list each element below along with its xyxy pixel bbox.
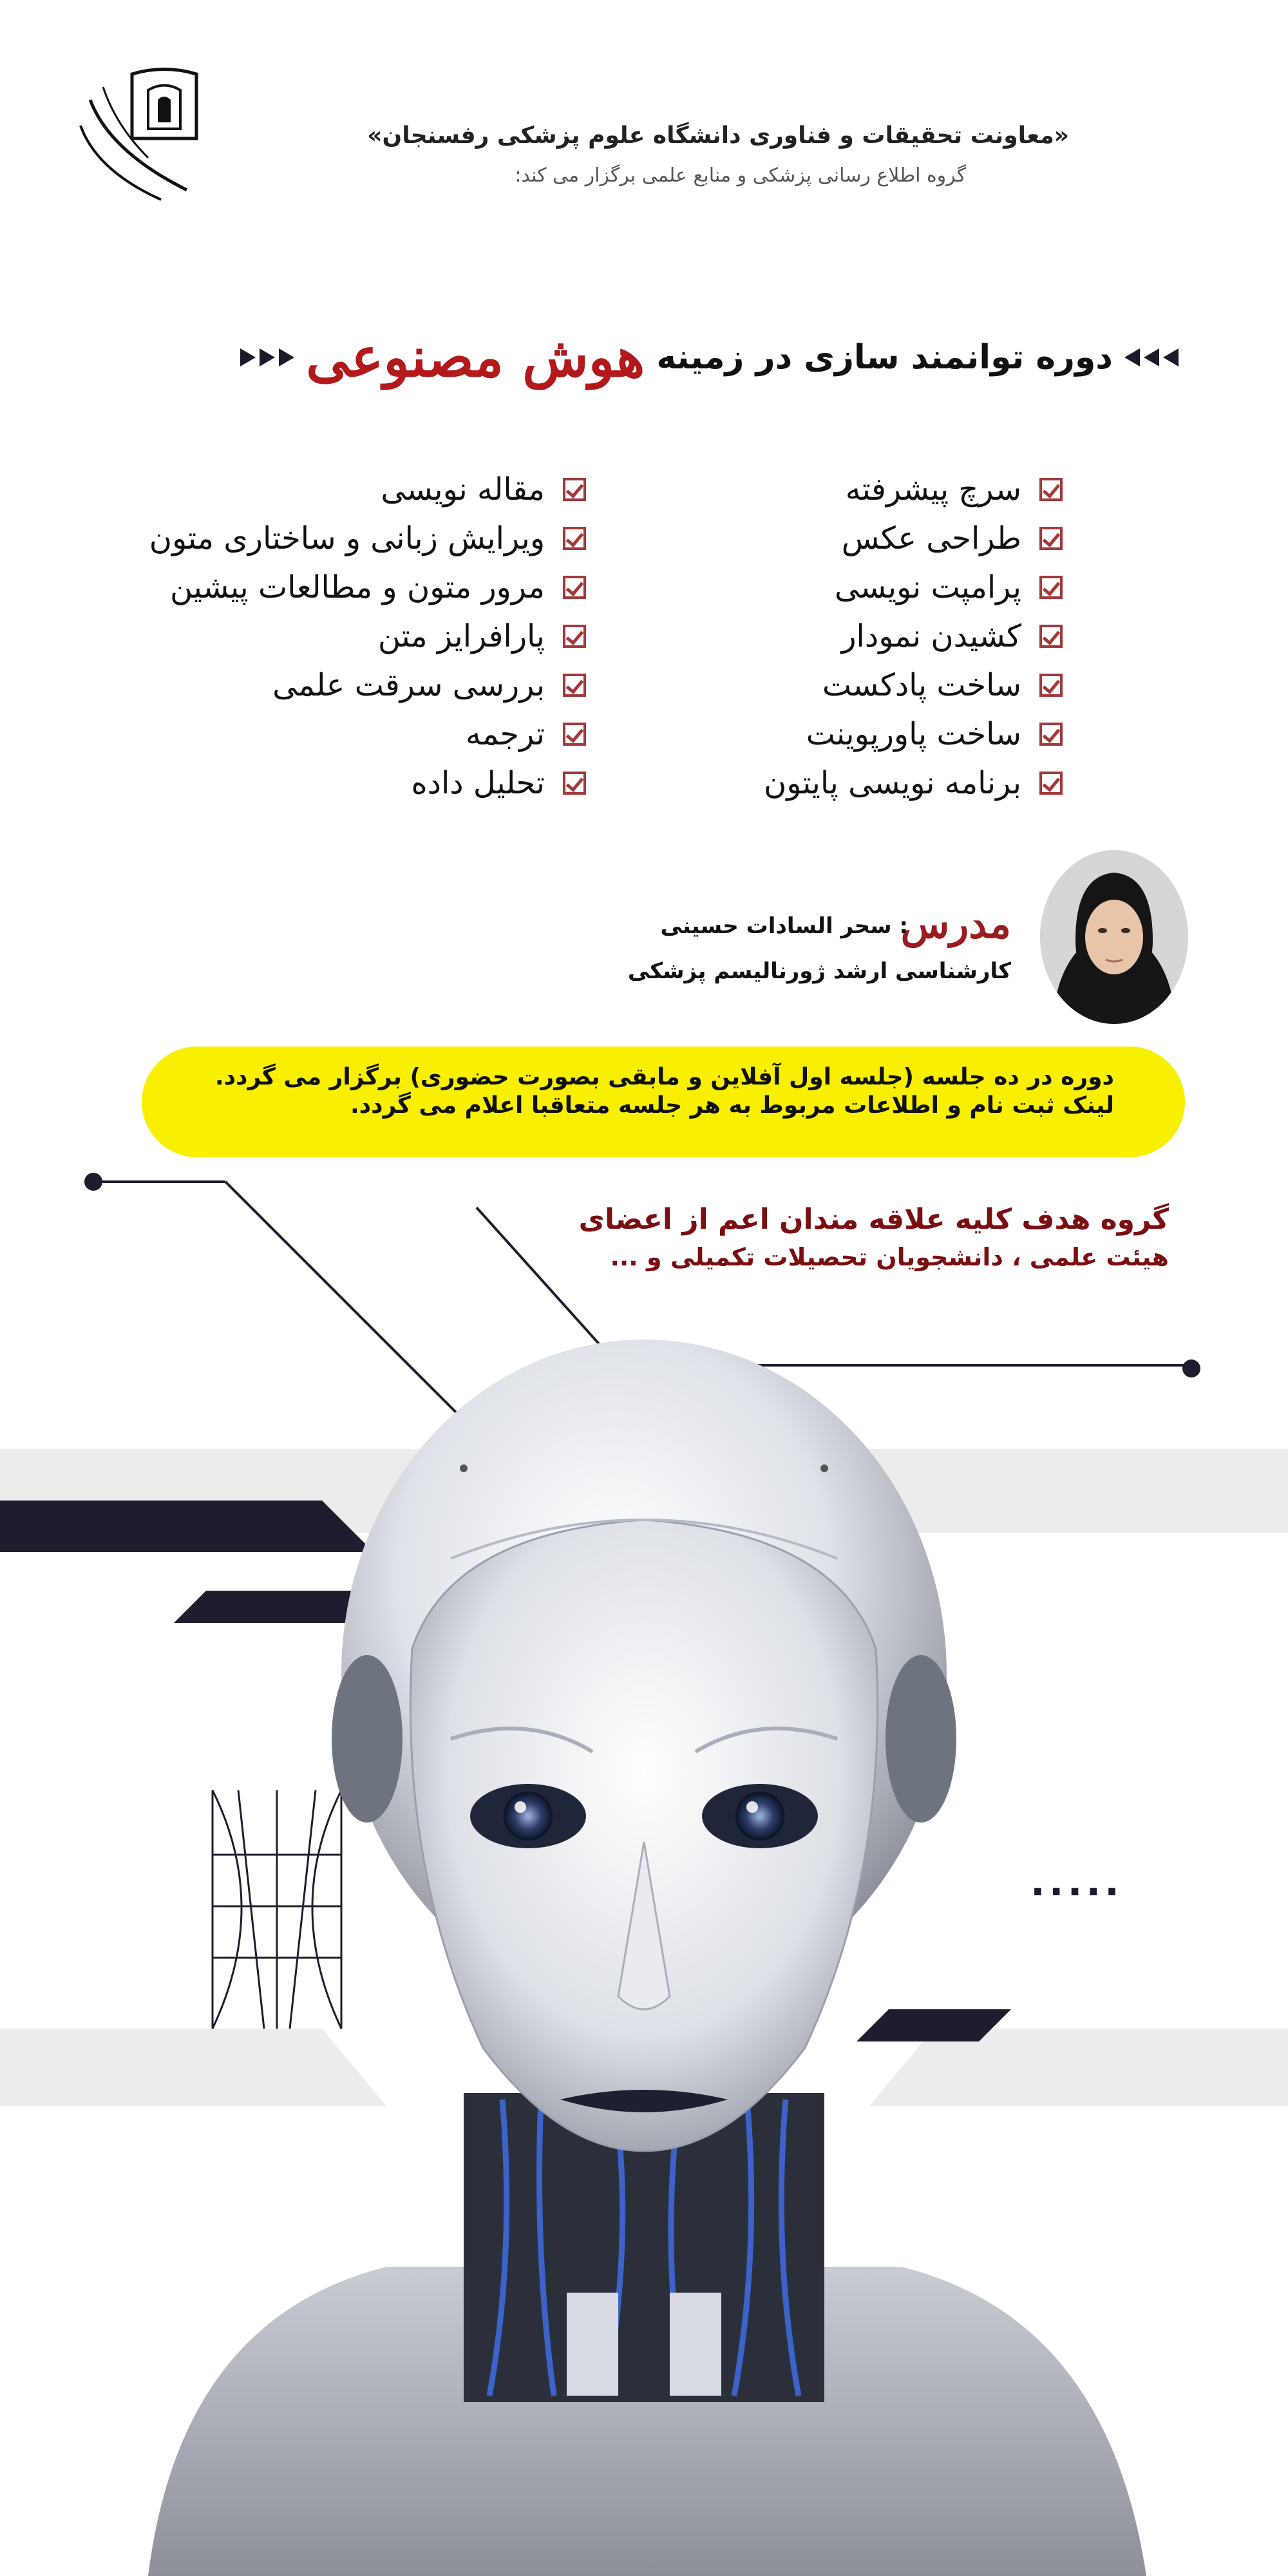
checkbox-icon xyxy=(563,674,586,697)
checkbox-icon xyxy=(1039,723,1063,746)
checkbox-icon xyxy=(563,625,586,648)
target-group-line-2: هیئت علمی ، دانشجویان تحصیلات تکمیلی و ... xyxy=(610,1243,1169,1271)
course-notice-banner xyxy=(142,1046,1185,1157)
list-item: مرور متون و مطالعات پیشین xyxy=(149,563,586,612)
checkbox-icon xyxy=(1039,576,1063,599)
checkbox-icon xyxy=(1039,625,1063,648)
course-title-highlight: هوش مصنوعی xyxy=(306,325,645,389)
course-title xyxy=(240,325,1179,389)
topics-list-left xyxy=(149,465,586,808)
list-item: پارافرایز متن xyxy=(149,612,586,661)
left-arrows-icon xyxy=(1124,348,1179,366)
checkbox-icon xyxy=(1039,674,1063,697)
notice-line-2: لینک ثبت نام و اطلاعات مربوط به هر جلسه متعاقبا اعلام می گردد. xyxy=(350,1092,1114,1119)
list-item: ساخت پاورپوینت xyxy=(764,710,1063,759)
checkbox-icon xyxy=(563,527,586,550)
list-item: پرامپت نویسی xyxy=(764,563,1063,612)
university-emblem-icon xyxy=(71,61,219,209)
decorative-dots: ..... xyxy=(1030,1860,1123,1905)
header-subtitle: گروه اطلاع رسانی پزشکی و منابع علمی برگزار می کند: xyxy=(515,164,966,187)
list-item: کشیدن نمودار xyxy=(764,612,1063,661)
instructor-photo xyxy=(1040,850,1188,1024)
instructor-name: : سحر السادات حسینی xyxy=(660,913,908,939)
checkbox-icon xyxy=(1039,772,1063,795)
checkbox-icon xyxy=(1039,527,1063,550)
list-item: ترجمه xyxy=(149,710,586,759)
course-title-prefix: دوره توانمند سازی در زمینه xyxy=(656,337,1113,377)
university-logo xyxy=(71,61,219,209)
list-item: طراحی عکس xyxy=(764,514,1063,563)
list-item: برنامه نویسی پایتون xyxy=(764,759,1063,808)
topics-list-right xyxy=(764,465,1063,808)
checkbox-icon xyxy=(563,772,586,795)
checkbox-icon xyxy=(563,478,586,501)
right-arrows-icon xyxy=(240,348,294,366)
checkbox-icon xyxy=(563,723,586,746)
header-organizer: «معاونت تحقیقات و فناوری دانشگاه علوم پزشکی رفسنجان» xyxy=(367,122,1069,149)
list-item: ساخت پادکست xyxy=(764,661,1063,710)
checkbox-icon xyxy=(1039,478,1063,501)
instructor-label: مدرس xyxy=(900,900,1011,947)
checkbox-icon xyxy=(563,576,586,599)
list-item: تحلیل داده xyxy=(149,759,586,808)
instructor-degree: کارشناسی ارشد ژورنالیسم پزشکی xyxy=(627,958,1011,984)
list-item: سرچ پیشرفته xyxy=(764,465,1063,514)
notice-line-1: دوره در ده جلسه (جلسه اول آفلاین و مابقی بصورت حضوری) برگزار می گردد. xyxy=(214,1064,1114,1090)
list-item: مقاله نویسی xyxy=(149,465,586,514)
list-item: بررسی سرقت علمی xyxy=(149,661,586,710)
list-item: ویرایش زبانی و ساختاری متون xyxy=(149,514,586,563)
target-group-line-1: گروه هدف کلیه علاقه مندان اعم از اعضای xyxy=(578,1203,1169,1236)
